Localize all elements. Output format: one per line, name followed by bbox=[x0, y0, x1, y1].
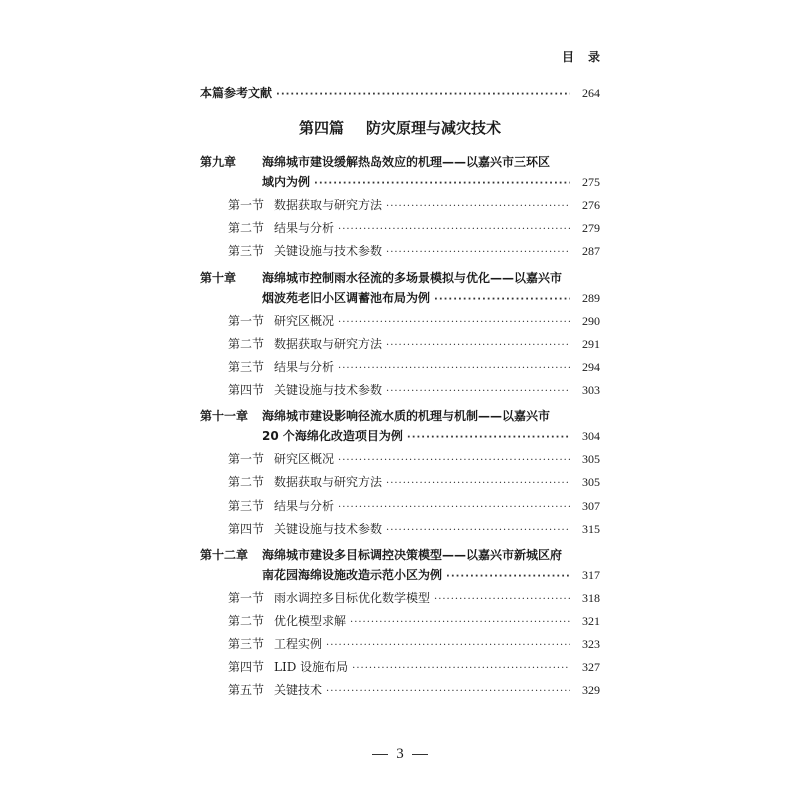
section-label: 第二节 bbox=[228, 475, 265, 490]
chapter-title-continued[interactable] bbox=[262, 427, 600, 445]
toc-section-entry[interactable] bbox=[228, 312, 600, 330]
section-label: 第二节 bbox=[228, 614, 265, 628]
leader-dots bbox=[407, 429, 570, 447]
toc-section-entry[interactable] bbox=[228, 635, 600, 653]
toc-section-entry[interactable] bbox=[228, 658, 600, 676]
section-title: 优化模型求解 bbox=[274, 614, 347, 628]
section-page: 321 bbox=[582, 614, 600, 628]
chapter-title-continued[interactable] bbox=[262, 173, 600, 191]
chapter-title-line1: 海绵城市建设多目标调控决策模型——以嘉兴市新城区府 bbox=[262, 547, 563, 562]
section-title: 关键设施与技术参数 bbox=[274, 244, 383, 259]
leader-dots bbox=[386, 383, 570, 401]
section-page: 305 bbox=[582, 452, 600, 467]
chapter-title-line2: 域内为例 bbox=[262, 175, 311, 190]
toc-section-entry[interactable] bbox=[228, 219, 600, 237]
chapter-title-continued[interactable] bbox=[262, 566, 600, 584]
chapter-page: 275 bbox=[582, 175, 600, 190]
section-label: 第一节 bbox=[228, 590, 265, 605]
toc-section-entry[interactable] bbox=[228, 358, 600, 376]
leader-dots bbox=[434, 591, 570, 609]
section-title: 结果与分析 bbox=[274, 498, 335, 513]
leader-dots bbox=[386, 475, 570, 493]
section-label: 第三节 bbox=[228, 498, 265, 513]
chapter-heading[interactable] bbox=[200, 546, 562, 563]
chapter-heading[interactable] bbox=[200, 269, 562, 286]
section-label: 第三节 bbox=[228, 637, 265, 652]
section-title: 关键设施与技术参数 bbox=[274, 383, 383, 397]
chapter-label: 第十章 bbox=[200, 270, 237, 285]
toc-section-entry[interactable] bbox=[228, 497, 600, 515]
leader-dots bbox=[386, 522, 570, 540]
footer-dash-right bbox=[412, 754, 428, 755]
leader-dots bbox=[434, 291, 570, 309]
leader-dots bbox=[314, 175, 570, 193]
section-title: 关键技术 bbox=[274, 683, 323, 698]
chapter-label: 第九章 bbox=[200, 155, 237, 169]
section-label: 第三节 bbox=[228, 359, 265, 374]
chapter-title-line2: 烟波苑老旧小区调蓄池布局为例 bbox=[262, 290, 431, 305]
page-number: 3 bbox=[396, 746, 404, 762]
section-label: 第一节 bbox=[228, 452, 265, 467]
chapter-title-line2: 南花园海绵设施改造示范小区为例 bbox=[262, 567, 443, 582]
section-title: 数据获取与研究方法 bbox=[274, 198, 383, 213]
section-label: 第一节 bbox=[228, 313, 265, 328]
leader-dots bbox=[352, 660, 570, 678]
section-label: 第三节 bbox=[228, 244, 265, 259]
chapter-title-continued[interactable] bbox=[262, 289, 600, 307]
toc-section-entry[interactable] bbox=[228, 520, 600, 538]
section-page: 318 bbox=[582, 590, 600, 605]
chapter-page: 304 bbox=[582, 429, 600, 444]
footer-dash-left bbox=[372, 754, 388, 755]
section-page: 323 bbox=[582, 637, 600, 652]
chapter-title-line1: 海绵城市控制雨水径流的多场景模拟与优化——以嘉兴市 bbox=[262, 270, 563, 285]
running-header: 目录 bbox=[561, 50, 614, 64]
section-title: 研究区概况 bbox=[274, 452, 335, 467]
section-title: 数据获取与研究方法 bbox=[274, 475, 383, 490]
toc-section-entry[interactable] bbox=[228, 196, 600, 214]
section-page: 307 bbox=[582, 498, 600, 513]
section-label: 第四节 bbox=[228, 521, 265, 536]
part-label: 第四篇 bbox=[298, 119, 344, 137]
section-title: 结果与分析 bbox=[274, 221, 335, 236]
leader-dots bbox=[276, 86, 570, 104]
toc-section-entry[interactable] bbox=[228, 612, 600, 630]
chapter-title-line1: 海绵城市建设缓解热岛效应的机理——以嘉兴市三环区 bbox=[262, 155, 551, 169]
section-title: LID 设施布局 bbox=[274, 660, 349, 675]
section-page: 315 bbox=[582, 521, 600, 536]
chapter-page: 289 bbox=[582, 290, 600, 305]
section-title: 结果与分析 bbox=[274, 359, 335, 374]
leader-dots bbox=[326, 637, 570, 655]
toc-section-entry[interactable] bbox=[228, 381, 600, 399]
leader-dots bbox=[338, 452, 570, 470]
leader-dots bbox=[350, 614, 570, 632]
part-name: 防灾原理与减灾技术 bbox=[366, 119, 502, 137]
section-title: 关键设施与技术参数 bbox=[274, 521, 383, 536]
chapter-title-line2: 20 个海绵化改造项目为例 bbox=[262, 429, 403, 444]
toc-section-entry[interactable] bbox=[228, 335, 600, 353]
section-page: 329 bbox=[582, 683, 600, 698]
toc-section-entry[interactable] bbox=[228, 473, 600, 491]
leader-dots bbox=[338, 360, 570, 378]
section-label: 第五节 bbox=[228, 683, 265, 698]
section-page: 287 bbox=[582, 244, 600, 259]
section-label: 第一节 bbox=[228, 198, 265, 213]
leader-dots bbox=[386, 337, 570, 355]
leader-dots bbox=[386, 244, 570, 262]
section-title: 工程实例 bbox=[274, 637, 323, 652]
section-page: 279 bbox=[582, 221, 600, 236]
chapter-heading[interactable] bbox=[200, 153, 550, 170]
references-label: 本篇参考文献 bbox=[200, 86, 273, 100]
toc-section-entry[interactable] bbox=[228, 450, 600, 468]
toc-section-entry[interactable] bbox=[228, 242, 600, 260]
chapter-heading[interactable] bbox=[200, 407, 550, 424]
section-title: 雨水调控多目标优化数学模型 bbox=[274, 590, 431, 605]
leader-dots bbox=[338, 314, 570, 332]
section-label: 第四节 bbox=[228, 660, 265, 675]
section-label: 第二节 bbox=[228, 336, 265, 351]
toc-section-entry[interactable] bbox=[228, 681, 600, 699]
section-page: 290 bbox=[582, 313, 600, 328]
section-page: 291 bbox=[582, 336, 600, 351]
leader-dots bbox=[338, 499, 570, 517]
section-page: 276 bbox=[582, 198, 600, 213]
section-title: 研究区概况 bbox=[274, 313, 335, 328]
section-title: 数据获取与研究方法 bbox=[274, 336, 383, 351]
section-page: 305 bbox=[582, 475, 600, 490]
leader-dots bbox=[386, 198, 570, 216]
toc-references[interactable] bbox=[200, 84, 600, 102]
leader-dots bbox=[326, 683, 570, 701]
page-footer bbox=[0, 746, 800, 763]
part-title bbox=[0, 117, 800, 138]
chapter-label: 第十二章 bbox=[200, 547, 249, 562]
references-page: 264 bbox=[582, 86, 600, 100]
section-label: 第二节 bbox=[228, 221, 265, 236]
section-page: 303 bbox=[582, 383, 600, 397]
chapter-page: 317 bbox=[582, 567, 600, 582]
chapter-title-line1: 海绵城市建设影响径流水质的机理与机制——以嘉兴市 bbox=[262, 409, 551, 424]
leader-dots bbox=[446, 568, 570, 586]
chapter-label: 第十一章 bbox=[200, 409, 249, 424]
leader-dots bbox=[338, 221, 570, 239]
section-page: 327 bbox=[582, 660, 600, 675]
section-page: 294 bbox=[582, 359, 600, 374]
section-label: 第四节 bbox=[228, 383, 265, 397]
toc-section-entry[interactable] bbox=[228, 589, 600, 607]
